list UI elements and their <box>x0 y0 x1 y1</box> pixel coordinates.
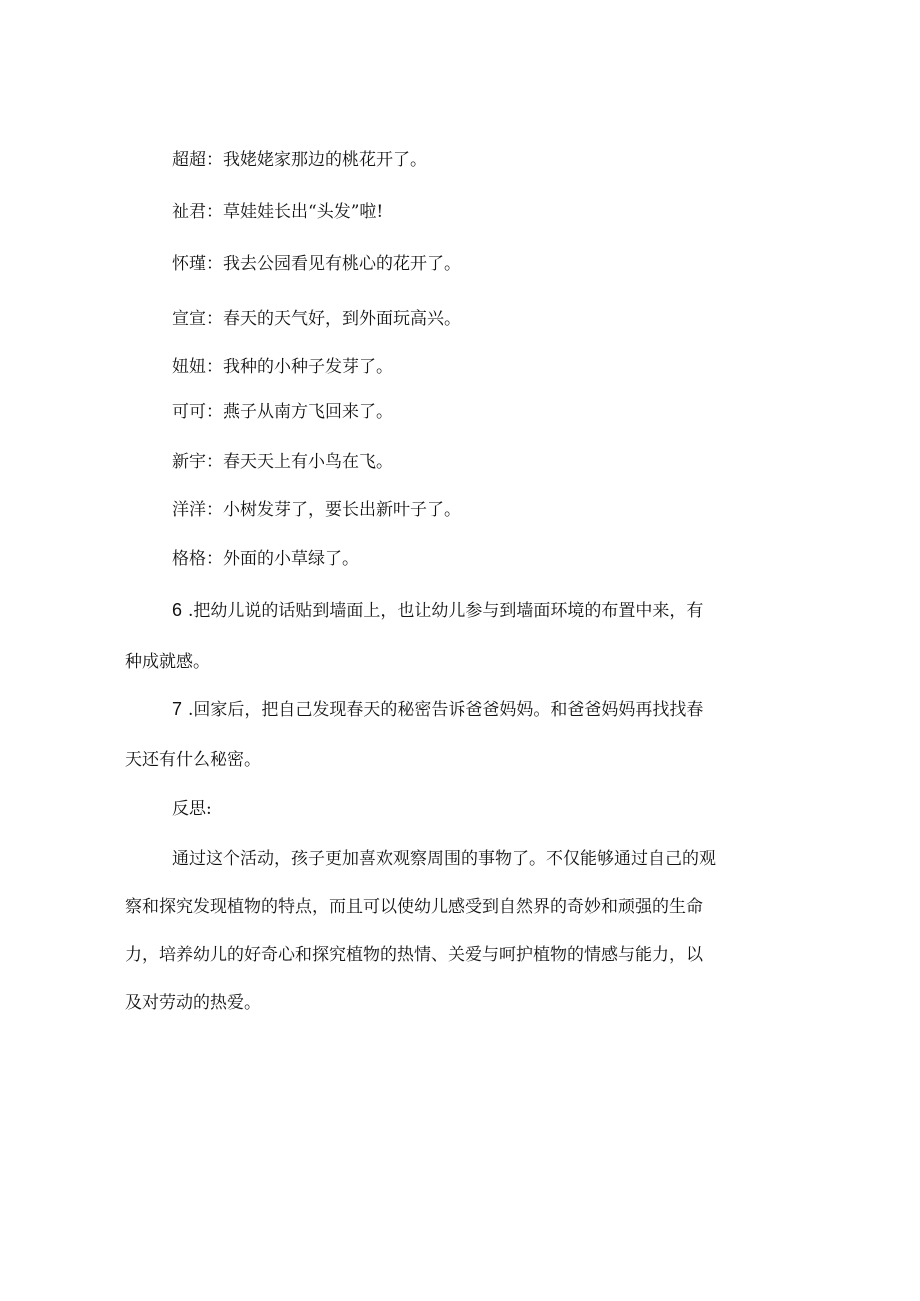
step-number: 7 <box>172 699 183 719</box>
reflection-line: 力，培养幼儿的好奇心和探究植物的热情、关爱与呵护植物的情感与能力，以 <box>125 945 703 965</box>
dialogue-text: 外面的小草绿了。 <box>223 549 359 569</box>
step-text-continued: 种成就感。 <box>125 652 210 672</box>
speaker-name: 祉君 <box>172 202 206 222</box>
dialogue-text: 草娃娃长出“头发”啦! <box>223 202 384 222</box>
dialogue-line: 可可：燕子从南方飞回来了。 <box>172 402 393 422</box>
dialogue-line: 宣宣：春天的天气好，到外面玩高兴。 <box>172 309 461 329</box>
dialogue-line: 祉君：草娃娃长出“头发”啦! <box>172 202 384 222</box>
step-text-continued: 天还有什么秘密。 <box>125 750 261 770</box>
dialogue-text: 燕子从南方飞回来了。 <box>223 402 393 422</box>
dialogue-line: 洋洋：小树发芽了，要长出新叶子了。 <box>172 500 461 520</box>
reflection-line: 及对劳动的热爱。 <box>125 993 261 1013</box>
speaker-name: 超超 <box>172 150 206 170</box>
reflection-line: 通过这个活动，孩子更加喜欢观察周围的事物了。不仅能够通过自己的观 <box>172 849 716 869</box>
step-text: .把幼儿说的话贴到墙面上，也让幼儿参与到墙面环境的布置中来，有 <box>188 601 704 621</box>
dialogue-text: 我种的小种子发芽了。 <box>223 357 393 377</box>
step-number: 6 <box>172 600 183 620</box>
dialogue-line: 超超：我姥姥家那边的桃花开了。 <box>172 150 427 170</box>
dialogue-text: 我姥姥家那边的桃花开了。 <box>223 150 427 170</box>
dialogue-line: 怀瑾：我去公园看见有桃心的花开了。 <box>172 254 461 274</box>
dialogue-text: 小树发芽了，要长出新叶子了。 <box>223 500 461 520</box>
speaker-name: 格格 <box>172 549 206 569</box>
speaker-name: 新宇 <box>172 452 206 472</box>
speaker-name: 妞妞 <box>172 357 206 377</box>
step-item <box>172 697 703 722</box>
dialogue-text: 春天天上有小鸟在飞。 <box>223 452 393 472</box>
step-item <box>172 598 703 623</box>
speaker-name: 可可 <box>172 402 206 422</box>
dialogue-line: 格格：外面的小草绿了。 <box>172 549 359 569</box>
dialogue-text: 我去公园看见有桃心的花开了。 <box>223 254 461 274</box>
reflection-heading: 反思: <box>172 799 212 819</box>
speaker-name: 宣宣 <box>172 309 206 329</box>
dialogue-line: 新宇：春天天上有小鸟在飞。 <box>172 452 393 472</box>
dialogue-line: 妞妞：我种的小种子发芽了。 <box>172 357 393 377</box>
speaker-name: 洋洋 <box>172 500 206 520</box>
reflection-line: 察和探究发现植物的特点，而且可以使幼儿感受到自然界的奇妙和顽强的生命 <box>125 897 703 917</box>
dialogue-text: 春天的天气好，到外面玩高兴。 <box>223 309 461 329</box>
speaker-name: 怀瑾 <box>172 254 206 274</box>
step-text: .回家后，把自己发现春天的秘密告诉爸爸妈妈。和爸爸妈妈再找找春 <box>188 700 704 720</box>
